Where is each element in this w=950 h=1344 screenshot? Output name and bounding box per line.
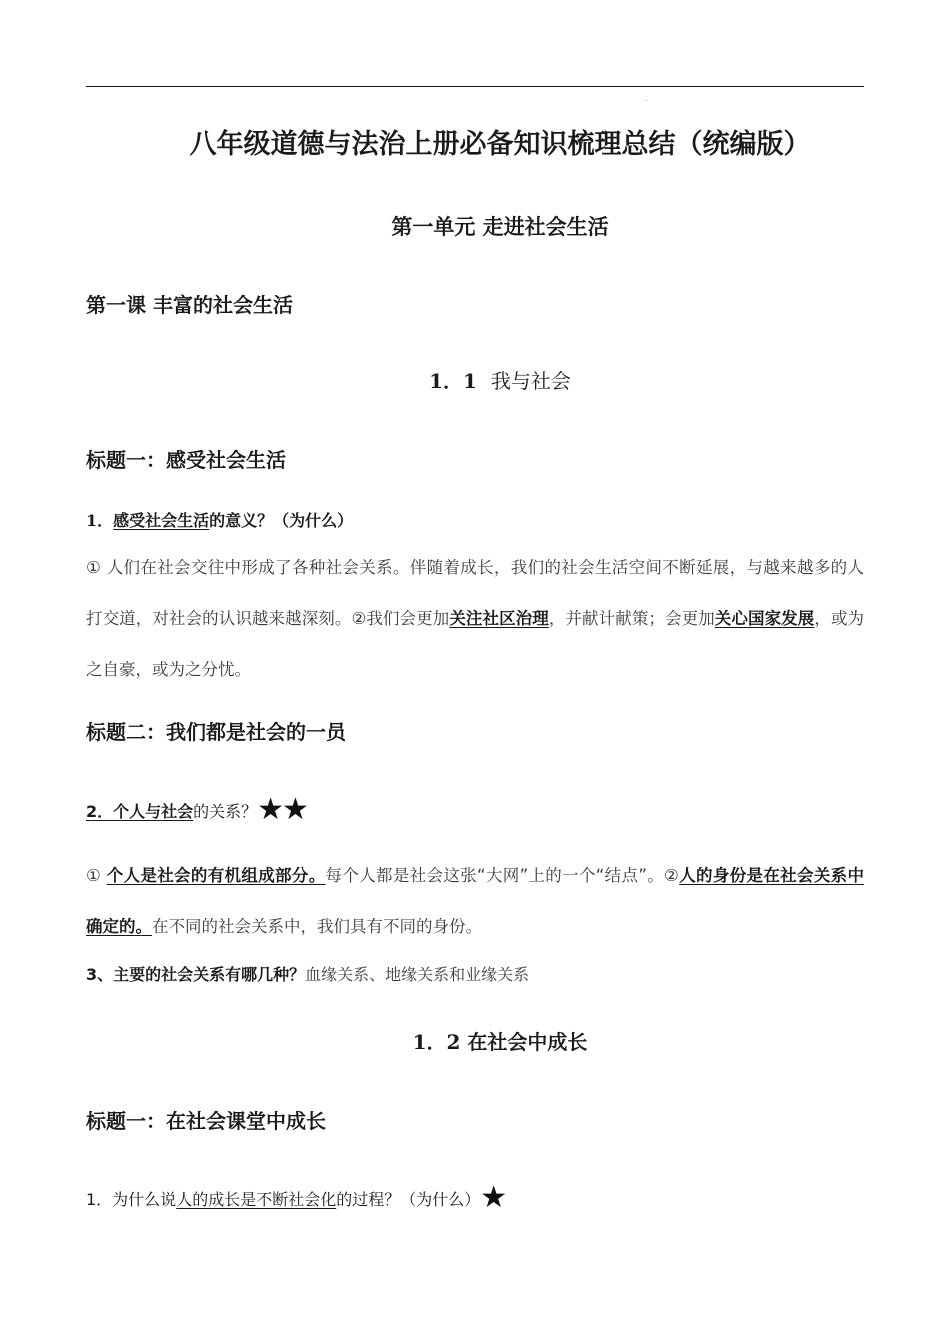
answer-paragraph-2 — [86, 850, 864, 952]
header-rule — [86, 86, 864, 87]
key-phrase: 个人是社会的有机组成部分。 — [106, 866, 326, 885]
question-1 — [86, 508, 353, 531]
section-name: 在社会中成长 — [467, 1030, 588, 1054]
question-keyword: 感受社会生活 — [113, 511, 210, 530]
star-icon: ★★ — [257, 792, 307, 827]
question-text: 3、主要的社会关系有哪几种？ — [86, 965, 306, 984]
heading-member-of-society: 标题二：我们都是社会的一员 — [86, 720, 346, 744]
para-text: ，并献计献策；会更加 — [548, 609, 715, 628]
document-title: 八年级道德与法治上册必备知识梳理总结（统编版） — [189, 129, 811, 160]
header-dot — [646, 100, 647, 101]
question-text: 1．为什么说 — [86, 1190, 177, 1209]
answer-text: 血缘关系、地缘关系和业缘关系 — [305, 965, 530, 984]
key-phrase: 关注社区治理 — [449, 609, 549, 628]
para-text: ① 人们在社会交往中形成了各种社会关系。伴随着成长，我们的社会生活空间不断延展，与越来越多的人打交道，对社会的认识越来越深刻。②我们会更加 — [86, 558, 864, 628]
para-text: 每个人都是社会这张“大网”上的一个“结点”。② — [325, 866, 680, 885]
question-keyword: 2．个人与社会 — [86, 802, 194, 821]
section-title-1-2 — [0, 1026, 950, 1055]
answer-paragraph-1 — [86, 542, 864, 695]
question-keyword: 人的成长是不断社会化 — [176, 1190, 337, 1209]
question-number: 1． — [86, 511, 114, 530]
para-text: 在不同的社会关系中，我们具有不同的身份。 — [152, 917, 482, 936]
question-text: 的意义？（为什么） — [209, 511, 354, 530]
heading-grow-in-society: 标题一：在社会课堂中成长 — [86, 1109, 326, 1133]
section-number: 1．1 — [429, 369, 477, 393]
section-title-1-1 — [0, 365, 950, 394]
para-text: ① — [86, 866, 107, 885]
question-2 — [86, 792, 307, 827]
section-name: 我与社会 — [490, 369, 571, 393]
question-3 — [86, 962, 529, 985]
question-text: 的过程？（为什么） — [336, 1190, 481, 1209]
question-4 — [86, 1180, 505, 1215]
star-icon: ★ — [480, 1180, 506, 1215]
para-text: ，或为之自豪，或为之分忧。 — [86, 609, 865, 679]
heading-feel-social-life: 标题一：感受社会生活 — [86, 448, 286, 472]
key-phrase: 关心国家发展 — [714, 609, 815, 628]
lesson-title: 第一课 丰富的社会生活 — [86, 293, 293, 317]
key-phrase: 人的身份是在社会关系中确定的。 — [86, 866, 864, 936]
question-text: 的关系？ — [193, 802, 258, 821]
unit-title: 第一单元 走进社会生活 — [391, 215, 609, 239]
section-number: 1．2 — [412, 1030, 461, 1054]
